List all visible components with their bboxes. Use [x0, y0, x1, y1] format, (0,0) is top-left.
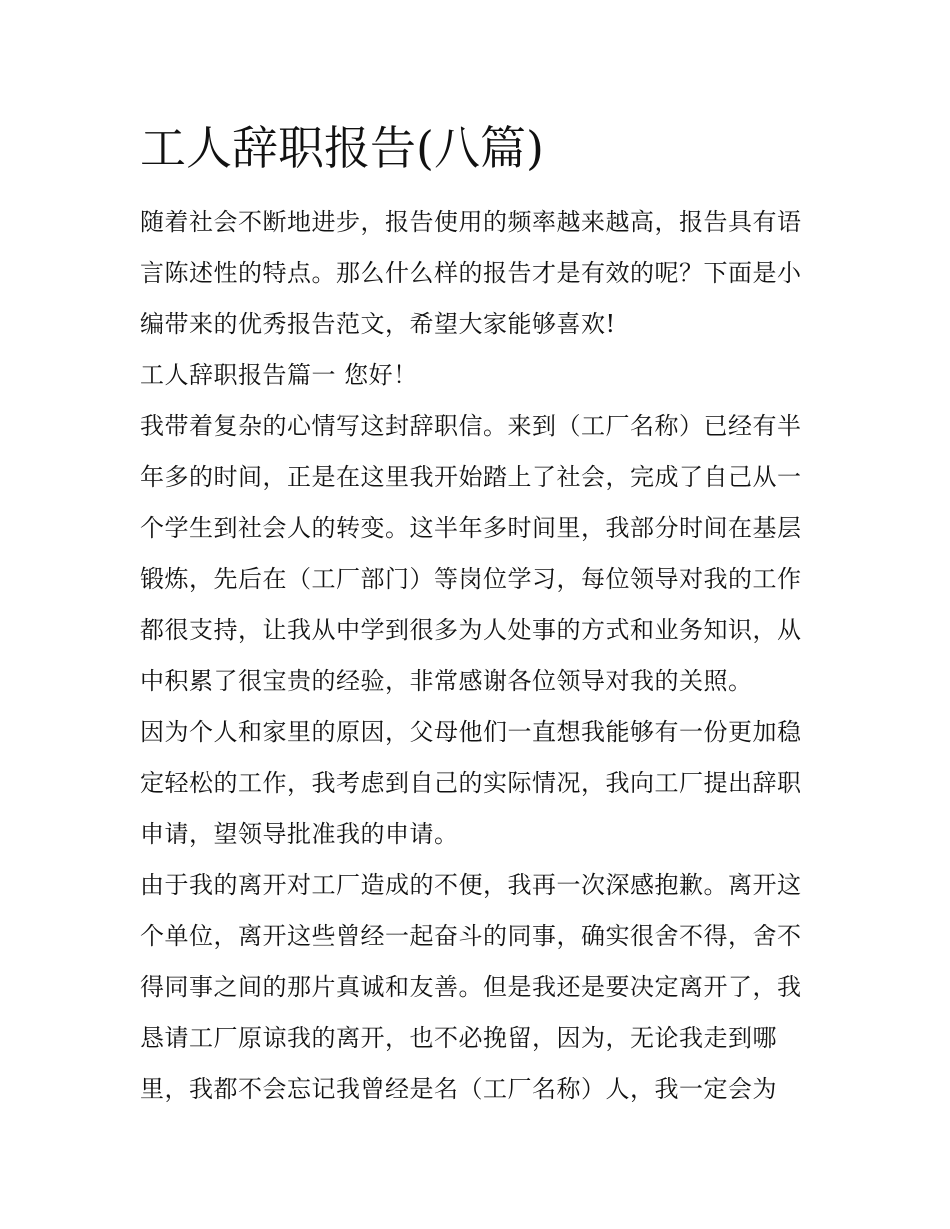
text-line: 我带着复杂的心情写这封辞职信。来到（工厂名称）已经有半 [140, 412, 802, 440]
text-line: 年多的时间，正是在这里我开始踏上了社会，完成了自己从一 [140, 463, 802, 491]
document-title: 工人辞职报告(八篇) [140, 121, 544, 175]
section-heading-line: 工人辞职报告篇一 您好！ [140, 361, 418, 389]
text-line: 中积累了很宝贵的经验，非常感谢各位领导对我的关照。 [140, 667, 753, 695]
text-line: 随着社会不断地进步，报告使用的频率越来越高，报告具有语 [140, 208, 802, 236]
text-line: 恳请工厂原谅我的离开，也不必挽留，因为，无论我走到哪 [140, 1024, 777, 1052]
text-line: 个单位，离开这些曾经一起奋斗的同事，确实很舍不得，舍不 [140, 922, 802, 950]
text-line: 编带来的优秀报告范文，希望大家能够喜欢! [140, 310, 616, 338]
text-line: 都很支持，让我从中学到很多为人处事的方式和业务知识，从 [140, 616, 802, 644]
text-line: 里，我都不会忘记我曾经是名（工厂名称）人，我一定会为 [140, 1075, 777, 1103]
text-line: 言陈述性的特点。那么什么样的报告才是有效的呢？下面是小 [140, 259, 802, 287]
text-line: 个学生到社会人的转变。这半年多时间里，我部分时间在基层 [140, 514, 802, 542]
text-line: 得同事之间的那片真诚和友善。但是我还是要决定离开了，我 [140, 973, 802, 1001]
text-line: 定轻松的工作，我考虑到自己的实际情况，我向工厂提出辞职 [140, 769, 802, 797]
text-line: 申请，望领导批准我的申请。 [140, 820, 459, 848]
text-line: 锻炼，先后在（工厂部门）等岗位学习，每位领导对我的工作 [140, 565, 802, 593]
text-line: 因为个人和家里的原因，父母他们一直想我能够有一份更加稳 [140, 718, 802, 746]
text-line: 由于我的离开对工厂造成的不便，我再一次深感抱歉。离开这 [140, 871, 802, 899]
